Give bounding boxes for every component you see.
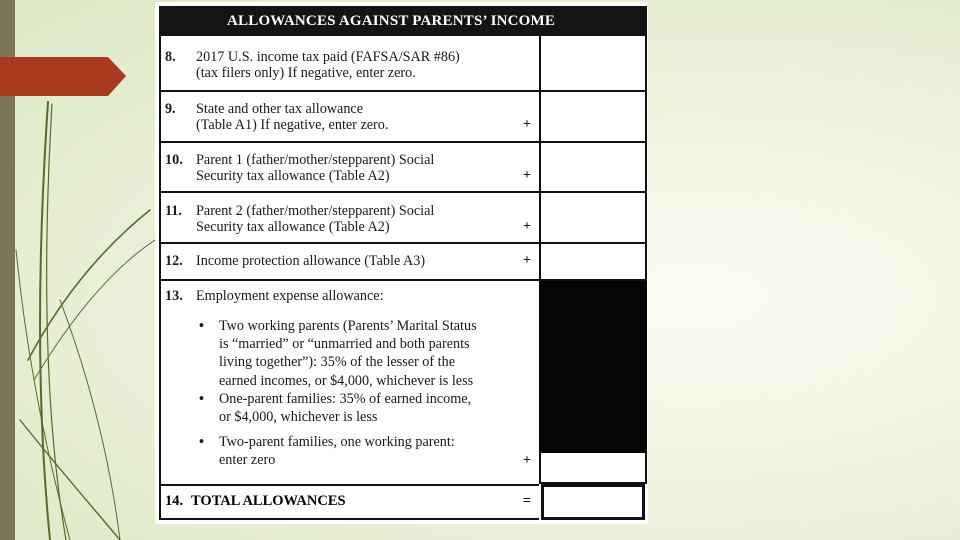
bullet-one-parent-families — [197, 390, 517, 426]
line-number: 8. — [165, 49, 176, 65]
line-number: 14. — [165, 493, 184, 509]
line-text: (tax filers only) If negative, enter zero. — [196, 65, 416, 81]
bullet-dot-icon: • — [199, 434, 204, 451]
plus-operator: + — [523, 219, 531, 234]
line-text: State and other tax allowance — [196, 101, 364, 117]
bullet-two-working-parents — [197, 317, 517, 390]
bullet-text: One-parent families: 35% of earned income, — [219, 390, 472, 407]
line-number: 13. — [165, 288, 183, 304]
line-number: 10. — [165, 152, 183, 168]
amount-box-line-9[interactable] — [539, 92, 647, 143]
line-text: Income protection allowance (Table A3) — [196, 253, 426, 269]
bullet-two-parent-one-working — [197, 433, 517, 469]
parents-income-allowances-form — [155, 2, 648, 524]
amount-box-line-13[interactable] — [539, 453, 647, 484]
line-number: 12. — [165, 253, 183, 269]
line-text: Parent 2 (father/mother/stepparent) Social — [196, 203, 435, 219]
bullet-text: earned incomes, or $4,000, whichever is less — [219, 372, 474, 389]
bullet-text: living together”): 35% of the lesser of the — [219, 354, 455, 371]
bullet-text: or $4,000, whichever is less — [219, 409, 378, 426]
amount-box-line-11[interactable] — [539, 193, 647, 244]
total-label: TOTAL ALLOWANCES — [191, 493, 346, 509]
plus-operator: + — [523, 168, 531, 183]
line-text: Security tax allowance (Table A2) — [196, 219, 390, 235]
red-arrow-accent — [0, 57, 126, 96]
amount-box-total[interactable] — [541, 484, 645, 520]
amount-box-line-12[interactable] — [539, 244, 647, 281]
row-line-11 — [159, 193, 539, 244]
form-title: ALLOWANCES AGAINST PARENTS’ INCOME — [159, 6, 647, 36]
bullet-text: enter zero — [219, 452, 276, 469]
line-text: Employment expense allowance: — [196, 288, 384, 304]
line-text: (Table A1) If negative, enter zero. — [196, 117, 389, 133]
row-line-8 — [159, 36, 539, 92]
row-line-10 — [159, 143, 539, 193]
line-text: Parent 1 (father/mother/stepparent) Social — [196, 152, 435, 168]
row-line-13 — [159, 281, 539, 484]
line-number: 9. — [165, 101, 176, 117]
plus-operator: + — [523, 117, 531, 132]
line-number: 11. — [165, 203, 182, 219]
line-text: 2017 U.S. income tax paid (FAFSA/SAR #86) — [196, 49, 460, 65]
decorative-swoosh-lines — [16, 102, 155, 540]
bullet-text: Two working parents (Parents’ Marital Status — [219, 318, 477, 334]
plus-operator: + — [523, 453, 531, 468]
shaded-block-line-13 — [539, 281, 647, 453]
equals-operator: = — [522, 493, 531, 509]
allowance-bullet-list — [197, 317, 517, 477]
row-line-9 — [159, 92, 539, 143]
bullet-dot-icon: • — [199, 318, 204, 334]
row-line-14-total — [159, 484, 539, 520]
line-text: Security tax allowance (Table A2) — [196, 168, 390, 184]
amount-box-line-10[interactable] — [539, 143, 647, 193]
amount-box-line-8[interactable] — [539, 36, 647, 92]
bullet-text: Two-parent families, one working parent: — [219, 434, 455, 451]
bullet-text: is “married” or “unmarried and both parents — [219, 336, 470, 353]
plus-operator: + — [523, 253, 531, 268]
bullet-dot-icon: • — [199, 390, 204, 407]
row-line-12 — [159, 244, 539, 281]
